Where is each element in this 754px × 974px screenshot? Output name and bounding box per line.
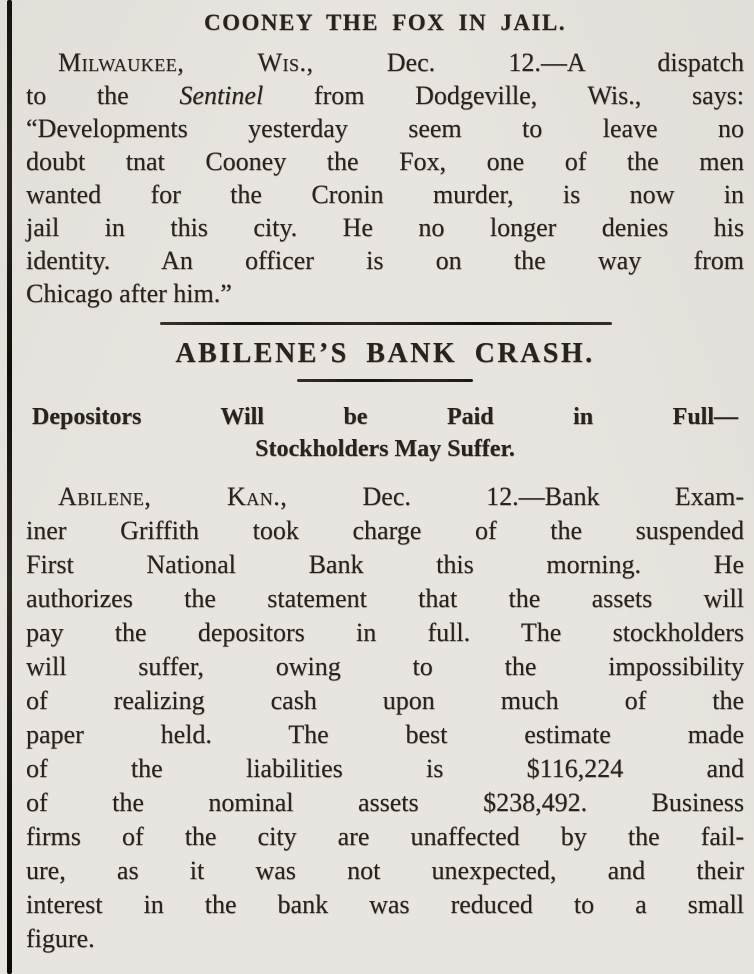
body-line: First National Bank this morning. He	[26, 550, 744, 579]
opening-text: Dec. 12.—Bank Exam-	[362, 482, 744, 511]
body-line: jail in this city. He no longer denies his	[26, 213, 744, 242]
subhead-line: Depositors Will be Paid in Full—	[32, 404, 738, 430]
body-line: of the nominal assets $238,492. Business	[26, 788, 744, 817]
body-lines-justified	[26, 514, 744, 922]
body-line: “Developments yesterday seem to leave no	[26, 114, 744, 143]
body-line	[26, 480, 744, 514]
body-line: of the liabilities is $116,224 and	[26, 754, 744, 783]
article-abilene-subhead	[26, 401, 744, 465]
body-line: of realizing cash upon much of the	[26, 686, 744, 715]
body-line-last: Chicago after him.”	[26, 279, 232, 308]
body-line: will suffer, owing to the impossibility	[26, 652, 744, 681]
body-line: firms of the city are unaffected by the fail-	[26, 822, 744, 851]
dateline-abilene: Abilene, Kan.,	[58, 482, 288, 511]
article-cooney-headline: COONEY THE FOX IN JAIL.	[203, 10, 566, 35]
article-abilene	[26, 338, 744, 956]
opening-text: Dec. 12.—A dispatch	[386, 48, 745, 77]
body-line	[26, 79, 744, 112]
body-lines-justified	[26, 112, 744, 277]
body-line	[26, 46, 744, 79]
subhead-line: Stockholders May Suffer.	[255, 436, 515, 462]
body-line: iner Griffith took charge of the suspended	[26, 516, 744, 545]
body-line: interest in the bank was reduced to a small	[26, 890, 744, 919]
article-separator-rule	[160, 322, 612, 325]
body-line: wanted for the Cronin murder, is now in	[26, 180, 744, 209]
article-cooney-body	[26, 46, 744, 310]
sentinel-paper-name: Sentinel	[179, 81, 264, 110]
body-line: ure, as it was not unexpected, and their	[26, 856, 744, 885]
headline-underline-rule	[297, 379, 473, 382]
newspaper-column-divider-rule	[7, 0, 12, 974]
dateline-milwaukee: Milwaukee, Wis.,	[58, 48, 314, 77]
article-cooney	[26, 10, 744, 310]
line-segment: to the	[26, 81, 129, 110]
article-abilene-headline: ABILENE’S BANK CRASH.	[175, 338, 595, 369]
body-line: paper held. The best estimate made	[26, 720, 744, 749]
body-line-last: figure.	[26, 924, 95, 953]
article-abilene-body	[26, 480, 744, 956]
newspaper-column	[26, 8, 744, 956]
body-line: pay the depositors in full. The stockholders	[26, 618, 744, 647]
body-line: doubt tnat Cooney the Fox, one of the men	[26, 147, 744, 176]
body-line: identity. An officer is on the way from	[26, 246, 744, 275]
line-segment: from Dodgeville, Wis., says:	[313, 81, 744, 110]
body-line: authorizes the statement that the assets will	[26, 584, 744, 613]
